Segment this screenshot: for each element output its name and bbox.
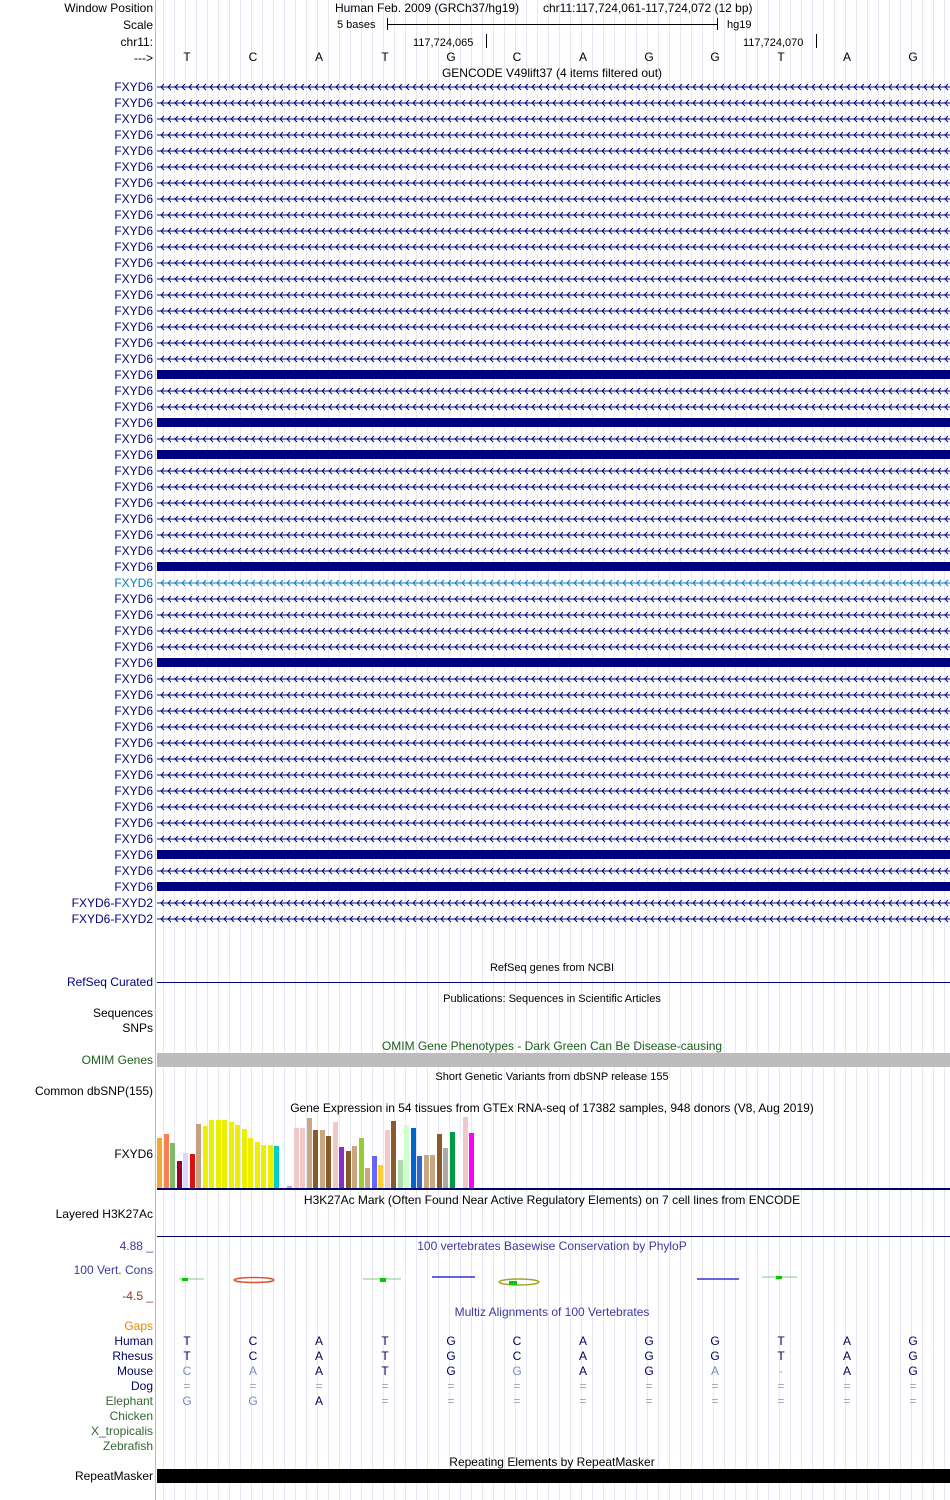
multiz-base: = <box>381 1379 389 1393</box>
gtex-tissue-bar[interactable] <box>177 1161 182 1188</box>
assembly-title: Human Feb. 2009 (GRCh37/hg19) <box>335 1 520 15</box>
ruler-tick-label-1: 117,724,065 <box>413 37 474 49</box>
gencode-intron-line[interactable] <box>157 435 950 443</box>
scale-bar <box>387 24 718 25</box>
gencode-intron-line[interactable] <box>157 611 950 619</box>
gencode-intron-line[interactable] <box>157 339 950 347</box>
multiz-base: T <box>183 1349 191 1363</box>
multiz-species-label[interactable]: Zebrafish <box>102 1439 153 1453</box>
gtex-tissue-bar[interactable] <box>417 1156 422 1188</box>
gencode-gene-label[interactable]: FXYD6 <box>114 736 153 750</box>
phylop-mark <box>380 1278 386 1282</box>
gencode-gene-label[interactable]: FXYD6 <box>114 704 153 718</box>
gencode-intron-line[interactable] <box>157 275 950 283</box>
gencode-intron-line[interactable] <box>157 195 950 203</box>
dbsnp-title[interactable]: Short Genetic Variants from dbSNP release 155 <box>435 1071 669 1083</box>
gencode-gene-label[interactable]: FXYD6 <box>114 480 153 494</box>
multiz-base: = <box>843 1379 851 1393</box>
multiz-base: A <box>578 1349 588 1363</box>
multiz-base: A <box>314 1334 324 1348</box>
gtex-tissue-bar[interactable] <box>209 1120 214 1188</box>
gtex-tissue-bar[interactable] <box>411 1128 416 1188</box>
multiz-base: A <box>314 1394 324 1408</box>
gtex-tissue-bar[interactable] <box>339 1147 344 1188</box>
base-letter: G <box>644 50 654 64</box>
gencode-exon-block[interactable] <box>157 370 950 379</box>
multiz-base: - <box>779 1364 783 1378</box>
gtex-tissue-bar[interactable] <box>170 1143 175 1188</box>
gtex-tissue-bar[interactable] <box>476 1172 481 1188</box>
gencode-intron-line[interactable] <box>157 147 950 155</box>
multiz-base: A <box>248 1364 258 1378</box>
gtex-tissue-bar[interactable] <box>333 1122 338 1188</box>
gtex-tissue-bar[interactable] <box>326 1136 331 1188</box>
multiz-base: G <box>908 1364 918 1378</box>
gencode-exon-block[interactable] <box>157 562 950 571</box>
repeatmasker-label[interactable]: RepeatMasker <box>74 1469 153 1483</box>
gencode-intron-line[interactable] <box>157 387 950 395</box>
gencode-intron-line[interactable] <box>157 131 950 139</box>
window-position-label: Window Position <box>64 1 153 15</box>
multiz-base: T <box>183 1334 191 1348</box>
multiz-base: A <box>842 1334 852 1348</box>
gtex-tissue-bar[interactable] <box>255 1142 260 1188</box>
gtex-tissue-bar[interactable] <box>248 1138 253 1188</box>
multiz-base: G <box>512 1364 522 1378</box>
gencode-gene-label[interactable]: FXYD6 <box>114 816 153 830</box>
multiz-base: G <box>908 1334 918 1348</box>
gencode-gene-label[interactable]: FXYD6 <box>114 448 153 462</box>
gencode-intron-line[interactable] <box>157 835 950 843</box>
gencode-intron-line[interactable] <box>157 755 950 763</box>
gencode-intron-line[interactable] <box>157 499 950 507</box>
gencode-gene-label[interactable]: FXYD6 <box>114 496 153 510</box>
gencode-intron-line[interactable] <box>157 867 950 875</box>
multiz-base: C <box>512 1349 522 1363</box>
gtex-tissue-bar[interactable] <box>385 1130 390 1188</box>
gtex-tissue-bar[interactable] <box>216 1120 221 1188</box>
phylop-mark <box>499 1279 539 1285</box>
multiz-base: G <box>644 1364 654 1378</box>
gencode-intron-line[interactable] <box>157 547 950 555</box>
scale-label: Scale <box>122 18 153 32</box>
scale-text: 5 bases <box>337 19 376 31</box>
refseq-title[interactable]: RefSeq genes from NCBI <box>489 962 615 974</box>
gencode-intron-line[interactable] <box>157 803 950 811</box>
multiz-base: A <box>314 1364 324 1378</box>
gtex-tissue-bar[interactable] <box>294 1128 299 1188</box>
multiz-base: = <box>447 1379 455 1393</box>
gencode-intron-line[interactable] <box>157 163 950 171</box>
omim-label[interactable]: OMIM Genes <box>81 1053 153 1067</box>
gtex-tissue-bar[interactable] <box>313 1130 318 1188</box>
h3k27ac-baseline <box>157 1236 950 1237</box>
gencode-intron-line[interactable] <box>157 259 950 267</box>
multiz-base: = <box>513 1394 521 1408</box>
multiz-base: = <box>447 1394 455 1408</box>
publications-title[interactable]: Publications: Sequences in Scientific Articles <box>443 993 661 1005</box>
gencode-intron-line[interactable] <box>157 771 950 779</box>
multiz-base: T <box>381 1334 389 1348</box>
gencode-gene-label[interactable]: FXYD6 <box>114 352 153 366</box>
gencode-gene-label[interactable]: FXYD6 <box>114 128 153 142</box>
gencode-gene-label[interactable]: FXYD6 <box>114 864 153 878</box>
ruler-tick-2 <box>816 34 817 48</box>
gencode-intron-line[interactable] <box>157 211 950 219</box>
multiz-base: = <box>315 1379 323 1393</box>
gtex-tissue-bar[interactable] <box>365 1168 370 1188</box>
multiz-base: C <box>248 1334 258 1348</box>
gencode-intron-line[interactable] <box>157 323 950 331</box>
gencode-gene-label[interactable]: FXYD6 <box>114 144 153 158</box>
gencode-gene-label[interactable]: FXYD6 <box>114 192 153 206</box>
ruler-tick-label-2: 117,724,070 <box>743 37 804 49</box>
omim-bar[interactable] <box>157 1053 950 1067</box>
multiz-base: = <box>645 1379 653 1393</box>
gencode-intron-line[interactable] <box>157 467 950 475</box>
gencode-gene-label[interactable]: FXYD6 <box>114 368 153 382</box>
gencode-intron-line[interactable] <box>157 483 950 491</box>
gencode-gene-label[interactable]: FXYD6 <box>114 272 153 286</box>
h3k27ac-label[interactable]: Layered H3K27Ac <box>55 1207 153 1221</box>
gtex-tissue-bar[interactable] <box>398 1160 403 1188</box>
gtex-tissue-bar[interactable] <box>261 1145 266 1188</box>
multiz-base: T <box>777 1334 785 1348</box>
gtex-label[interactable]: FXYD6 <box>114 1147 153 1161</box>
multiz-base: C <box>248 1349 258 1363</box>
multiz-base: = <box>579 1394 587 1408</box>
gencode-gene-label[interactable]: FXYD6 <box>114 336 153 350</box>
gencode-intron-line[interactable] <box>157 83 950 91</box>
ruler-tick-1 <box>486 34 487 48</box>
multiz-base: = <box>843 1394 851 1408</box>
multiz-base: C <box>512 1334 522 1348</box>
gencode-gene-label[interactable]: FXYD6 <box>114 832 153 846</box>
multiz-base: = <box>777 1379 785 1393</box>
phylop-graph <box>157 1270 950 1290</box>
multiz-species-label[interactable]: Mouse <box>116 1364 153 1378</box>
gtex-tissue-bar[interactable] <box>164 1134 169 1188</box>
gencode-intron-line[interactable] <box>157 115 950 123</box>
gencode-intron-line[interactable] <box>157 179 950 187</box>
multiz-base: G <box>710 1349 720 1363</box>
gencode-gene-label[interactable]: FXYD6 <box>114 464 153 478</box>
gencode-gene-label[interactable]: FXYD6 <box>114 544 153 558</box>
snps-label[interactable]: SNPs <box>122 1021 153 1035</box>
multiz-base: = <box>777 1394 785 1408</box>
multiz-base: C <box>182 1364 192 1378</box>
gencode-intron-line[interactable] <box>157 99 950 107</box>
gtex-tissue-bar[interactable] <box>391 1121 396 1188</box>
multiz-base: G <box>446 1349 456 1363</box>
multiz-base: G <box>248 1394 258 1408</box>
gencode-intron-line[interactable] <box>157 787 950 795</box>
gtex-baseline <box>157 1188 950 1190</box>
multiz-species-label[interactable]: X_tropicalis <box>90 1424 153 1438</box>
multiz-base: A <box>710 1364 720 1378</box>
gencode-gene-label[interactable]: FXYD6 <box>114 432 153 446</box>
phylop-title[interactable]: 100 vertebrates Basewise Conservation by PhyloP <box>417 1239 687 1253</box>
repeatmasker-bar[interactable] <box>157 1469 950 1483</box>
gencode-gene-label[interactable]: FXYD6 <box>114 96 153 110</box>
multiz-base: = <box>909 1394 917 1408</box>
gtex-tissue-bar[interactable] <box>300 1128 305 1188</box>
multiz-base: G <box>446 1334 456 1348</box>
gencode-intron-line[interactable] <box>157 403 950 411</box>
gtex-tissue-bar[interactable] <box>378 1165 383 1188</box>
gencode-gene-label[interactable]: FXYD6 <box>114 688 153 702</box>
gtex-tissue-bar[interactable] <box>359 1138 364 1188</box>
gencode-gene-label[interactable]: FXYD6 <box>114 560 153 574</box>
gencode-intron-line[interactable] <box>157 627 950 635</box>
gtex-tissue-bar[interactable] <box>443 1148 448 1188</box>
gencode-gene-label[interactable]: FXYD6 <box>114 208 153 222</box>
gencode-intron-line[interactable] <box>157 355 950 363</box>
base-letter: T <box>183 50 191 64</box>
gencode-gene-label[interactable]: FXYD6 <box>114 848 153 862</box>
gencode-gene-label[interactable]: FXYD6 <box>114 304 153 318</box>
gencode-title[interactable]: GENCODE V49lift37 (4 items filtered out) <box>441 66 663 80</box>
multiz-species-label[interactable]: Human <box>114 1334 153 1348</box>
label-separator <box>155 0 156 1500</box>
chrom-label: chr11: <box>120 35 153 49</box>
scale-tick-right <box>717 18 718 30</box>
gencode-gene-label[interactable]: FXYD6 <box>114 880 153 894</box>
gtex-tissue-bar[interactable] <box>352 1146 357 1188</box>
multiz-base: = <box>183 1379 191 1393</box>
position-title[interactable]: chr11:117,724,061-117,724,072 (12 bp) <box>543 1 753 15</box>
gencode-gene-label[interactable]: FXYD6 <box>114 784 153 798</box>
gencode-gene-label[interactable]: FXYD6 <box>114 288 153 302</box>
multiz-title[interactable]: Multiz Alignments of 100 Vertebrates <box>454 1305 650 1319</box>
gencode-gene-label[interactable]: FXYD6 <box>114 752 153 766</box>
gencode-intron-line[interactable] <box>157 643 950 651</box>
gtex-tissue-bar[interactable] <box>229 1122 234 1188</box>
gtex-tissue-bar[interactable] <box>203 1126 208 1188</box>
multiz-base: G <box>710 1334 720 1348</box>
phylop-mark <box>509 1281 517 1285</box>
gtex-tissue-bar[interactable] <box>268 1145 273 1188</box>
phylop-label[interactable]: 100 Vert. Cons <box>73 1263 153 1277</box>
multiz-base: G <box>182 1394 192 1408</box>
gencode-gene-label[interactable]: FXYD6 <box>114 320 153 334</box>
gtex-tissue-bar[interactable] <box>404 1125 409 1188</box>
gtex-tissue-bar[interactable] <box>469 1133 474 1188</box>
gtex-tissue-bar[interactable] <box>450 1132 455 1188</box>
gencode-gene-label[interactable]: FXYD6 <box>114 224 153 238</box>
gtex-tissue-bar[interactable] <box>274 1146 279 1188</box>
multiz-base: = <box>909 1379 917 1393</box>
gtex-tissue-bar[interactable] <box>372 1156 377 1188</box>
strand-label: ---> <box>134 51 153 65</box>
gencode-gene-label[interactable]: FXYD6 <box>114 720 153 734</box>
gencode-gene-label[interactable]: FXYD6 <box>114 624 153 638</box>
gencode-intron-line[interactable] <box>157 739 950 747</box>
gtex-tissue-bar[interactable] <box>456 1138 461 1188</box>
phylop-mark <box>182 1278 188 1281</box>
gencode-intron-line[interactable] <box>157 243 950 251</box>
multiz-base: G <box>446 1364 456 1378</box>
multiz-base: A <box>842 1364 852 1378</box>
gencode-gene-label[interactable]: FXYD6 <box>114 800 153 814</box>
gencode-intron-line[interactable] <box>157 227 950 235</box>
multiz-species-label[interactable]: Chicken <box>109 1409 153 1423</box>
gencode-gene-label[interactable]: FXYD6 <box>114 512 153 526</box>
dbsnp-label[interactable]: Common dbSNP(155) <box>34 1084 153 1098</box>
base-letter: A <box>842 50 852 64</box>
multiz-base: = <box>249 1379 257 1393</box>
gencode-intron-line[interactable] <box>157 899 950 907</box>
gencode-gene-label[interactable]: FXYD6 <box>114 656 153 670</box>
multiz-species-label[interactable]: Rhesus <box>112 1349 153 1363</box>
gencode-gene-label[interactable]: FXYD6 <box>114 672 153 686</box>
base-letter: A <box>314 50 324 64</box>
gtex-tissue-bar[interactable] <box>183 1153 188 1188</box>
gencode-intron-line[interactable] <box>157 595 950 603</box>
multiz-base: = <box>381 1394 389 1408</box>
multiz-base: G <box>644 1334 654 1348</box>
gtex-tissue-bar[interactable] <box>222 1120 227 1188</box>
gencode-fusion-gene-label[interactable]: FXYD6-FXYD2 <box>71 912 153 926</box>
phylop-mark <box>234 1278 274 1283</box>
gencode-intron-line[interactable] <box>157 291 950 299</box>
multiz-base: A <box>842 1349 852 1363</box>
multiz-base: G <box>644 1349 654 1363</box>
base-letter: G <box>446 50 456 64</box>
omim-title[interactable]: OMIM Gene Phenotypes - Dark Green Can Be Disease-causing <box>381 1039 723 1053</box>
gencode-intron-line[interactable] <box>157 531 950 539</box>
multiz-base: = <box>513 1379 521 1393</box>
gtex-tissue-bar[interactable] <box>196 1124 201 1188</box>
gencode-gene-label[interactable]: FXYD6 <box>114 528 153 542</box>
gencode-gene-label[interactable]: FXYD6 <box>114 160 153 174</box>
multiz-base: = <box>711 1394 719 1408</box>
multiz-base: T <box>381 1349 389 1363</box>
multiz-base: A <box>314 1349 324 1363</box>
gencode-intron-line[interactable] <box>157 819 950 827</box>
gencode-intron-line[interactable] <box>157 675 950 683</box>
gencode-gene-label[interactable]: FXYD6 <box>114 592 153 606</box>
gencode-gene-label[interactable]: FXYD6 <box>114 768 153 782</box>
gencode-exon-block[interactable] <box>157 450 950 459</box>
gencode-gene-label[interactable]: FXYD6 <box>114 240 153 254</box>
gtex-tissue-bar[interactable] <box>430 1155 435 1188</box>
gencode-intron-line[interactable] <box>157 579 950 587</box>
gtex-tissue-bar[interactable] <box>235 1125 240 1188</box>
base-letter: C <box>512 50 522 64</box>
gencode-intron-line[interactable] <box>157 515 950 523</box>
gtex-tissue-bar[interactable] <box>437 1134 442 1188</box>
gencode-gene-label[interactable]: FXYD6 <box>114 112 153 126</box>
gencode-intron-line[interactable] <box>157 723 950 731</box>
refseq-label[interactable]: RefSeq Curated <box>66 975 153 989</box>
multiz-base: = <box>711 1379 719 1393</box>
gencode-gene-label[interactable]: FXYD6 <box>114 608 153 622</box>
db-label: hg19 <box>727 19 752 31</box>
multiz-base: = <box>645 1394 653 1408</box>
gtex-tissue-bar[interactable] <box>242 1129 247 1188</box>
gencode-intron-line[interactable] <box>157 915 950 923</box>
gencode-gene-label[interactable]: FXYD6 <box>114 400 153 414</box>
phylop-min: -4.5 _ <box>122 1289 153 1303</box>
repeatmasker-title[interactable]: Repeating Elements by RepeatMasker <box>449 1455 655 1469</box>
multiz-base: A <box>578 1334 588 1348</box>
gencode-gene-label[interactable]: FXYD6 <box>114 576 153 590</box>
phylop-mark <box>776 1276 782 1279</box>
multiz-base: G <box>908 1349 918 1363</box>
gtex-tissue-bar[interactable] <box>157 1138 162 1188</box>
gtex-tissue-bar[interactable] <box>424 1155 429 1188</box>
gencode-gene-label[interactable]: FXYD6 <box>114 256 153 270</box>
gaps-label[interactable]: Gaps <box>124 1319 153 1333</box>
gencode-exon-block[interactable] <box>157 882 950 891</box>
multiz-base: = <box>579 1379 587 1393</box>
gtex-tissue-bar[interactable] <box>190 1154 195 1188</box>
gtex-tissue-bar[interactable] <box>346 1151 351 1188</box>
gencode-intron-line[interactable] <box>157 307 950 315</box>
h3k27ac-title[interactable]: H3K27Ac Mark (Often Found Near Active Regulatory Elements) on 7 cell lines from ENCODE <box>303 1193 801 1207</box>
gencode-gene-label[interactable]: FXYD6 <box>114 176 153 190</box>
gencode-exon-block[interactable] <box>157 418 950 427</box>
gtex-tissue-bar[interactable] <box>307 1118 312 1188</box>
gtex-title[interactable]: Gene Expression in 54 tissues from GTEx RNA-seq of 17382 samples, 948 donors (V8, Aug 2019) <box>290 1101 814 1115</box>
gencode-exon-block[interactable] <box>157 850 950 859</box>
refseq-line <box>157 982 950 983</box>
phylop-max: 4.88 _ <box>119 1239 153 1253</box>
multiz-species-label[interactable]: Elephant <box>105 1394 153 1408</box>
multiz-species-label[interactable]: Dog <box>130 1379 153 1393</box>
gencode-gene-label[interactable]: FXYD6 <box>114 640 153 654</box>
gencode-gene-label[interactable]: FXYD6 <box>114 416 153 430</box>
multiz-base: T <box>381 1364 389 1378</box>
phylop-marks <box>179 1276 797 1285</box>
multiz-base: T <box>777 1349 785 1363</box>
base-letter: T <box>777 50 785 64</box>
gencode-fusion-gene-label[interactable]: FXYD6-FXYD2 <box>71 896 153 910</box>
gencode-exon-block[interactable] <box>157 658 950 667</box>
base-letter: C <box>248 50 258 64</box>
gencode-intron-line[interactable] <box>157 691 950 699</box>
gencode-gene-label[interactable]: FXYD6 <box>114 384 153 398</box>
base-letter: T <box>381 50 389 64</box>
gtex-tissue-bar[interactable] <box>463 1117 468 1188</box>
base-letter: G <box>908 50 918 64</box>
multiz-base: A <box>578 1364 588 1378</box>
sequences-label[interactable]: Sequences <box>92 1006 153 1020</box>
base-letter: A <box>578 50 588 64</box>
base-letter: G <box>710 50 720 64</box>
gtex-tissue-bar[interactable] <box>320 1130 325 1188</box>
gencode-gene-label[interactable]: FXYD6 <box>114 80 153 94</box>
gencode-intron-line[interactable] <box>157 707 950 715</box>
